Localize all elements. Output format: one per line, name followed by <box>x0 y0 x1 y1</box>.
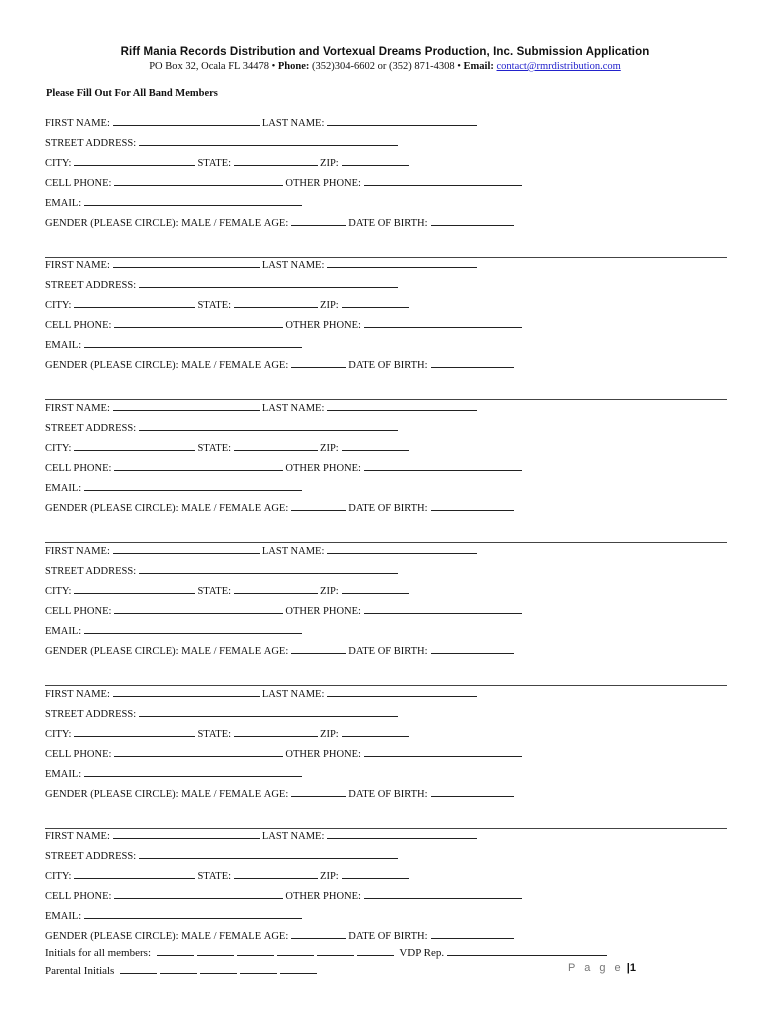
street-row <box>45 562 400 578</box>
date-of-birth-field[interactable] <box>431 642 514 654</box>
date-of-birth-label: DATE OF BIRTH: <box>348 360 428 371</box>
street-row <box>45 705 400 721</box>
phone-label: Phone: <box>277 61 310 72</box>
first-name-field[interactable] <box>113 114 260 126</box>
city-field[interactable] <box>74 439 195 451</box>
date-of-birth-label: DATE OF BIRTH: <box>348 503 428 514</box>
street-address-label: STREET ADDRESS: <box>45 566 137 577</box>
email-label: EMAIL: <box>45 911 82 922</box>
last-name-field[interactable] <box>327 542 477 554</box>
email-field[interactable] <box>84 336 302 348</box>
street-address-label: STREET ADDRESS: <box>45 138 137 149</box>
state-label: STATE: <box>197 158 232 169</box>
age-label: AGE: <box>263 360 289 371</box>
city-row <box>45 439 411 455</box>
band-member-block <box>45 114 727 257</box>
parental-initials-field[interactable] <box>200 962 237 974</box>
band-member-block <box>45 685 727 828</box>
email-field[interactable] <box>84 907 302 919</box>
band-member-block <box>45 256 727 399</box>
last-name-label: LAST NAME: <box>261 546 325 557</box>
first-name-field[interactable] <box>113 685 260 697</box>
gender-label: GENDER (PLEASE CIRCLE): MALE / FEMALE <box>45 360 262 371</box>
state-field[interactable] <box>234 582 318 594</box>
phone-row <box>45 745 524 761</box>
email-label: Email: <box>463 61 494 72</box>
page-number-value: 1 <box>629 962 636 974</box>
zip-field[interactable] <box>342 582 409 594</box>
last-name-label: LAST NAME: <box>261 403 325 414</box>
page-separator: | <box>626 962 630 974</box>
first-name-label: FIRST NAME: <box>45 403 110 414</box>
city-field[interactable] <box>74 582 195 594</box>
email-field[interactable] <box>84 479 302 491</box>
page-word: P a g e <box>568 962 624 974</box>
vdp-rep-field[interactable] <box>447 944 607 956</box>
other-phone-label: OTHER PHONE: <box>285 463 361 474</box>
zip-field[interactable] <box>342 725 409 737</box>
cell-phone-field[interactable] <box>114 459 283 471</box>
other-phone-field[interactable] <box>364 887 522 899</box>
city-row <box>45 154 411 170</box>
state-field[interactable] <box>234 154 318 166</box>
date-of-birth-field[interactable] <box>431 214 514 226</box>
phone-row <box>45 887 524 903</box>
city-label: CITY: <box>45 443 72 454</box>
cell-phone-field[interactable] <box>114 602 283 614</box>
state-field[interactable] <box>234 725 318 737</box>
email-row <box>45 907 304 923</box>
other-phone-label: OTHER PHONE: <box>285 606 361 617</box>
city-label: CITY: <box>45 158 72 169</box>
initials-field[interactable] <box>277 944 314 956</box>
street-address-label: STREET ADDRESS: <box>45 851 137 862</box>
parental-initials-field[interactable] <box>280 962 317 974</box>
first-name-label: FIRST NAME: <box>45 546 110 557</box>
gender-row <box>45 785 516 801</box>
city-field[interactable] <box>74 296 195 308</box>
state-label: STATE: <box>197 586 232 597</box>
phone-row <box>45 174 524 190</box>
date-of-birth-field[interactable] <box>431 785 514 797</box>
date-of-birth-field[interactable] <box>431 927 514 939</box>
city-label: CITY: <box>45 871 72 882</box>
city-label: CITY: <box>45 586 72 597</box>
age-field[interactable] <box>291 499 346 511</box>
initials-field[interactable] <box>357 944 394 956</box>
city-row <box>45 582 411 598</box>
first-name-field[interactable] <box>113 542 260 554</box>
email-link[interactable]: contact@rmrdistribution.com <box>496 61 621 72</box>
other-phone-label: OTHER PHONE: <box>285 749 361 760</box>
first-name-label: FIRST NAME: <box>45 831 110 842</box>
last-name-field[interactable] <box>327 827 477 839</box>
street-address-field[interactable] <box>139 276 398 288</box>
email-row <box>45 765 304 781</box>
date-of-birth-field[interactable] <box>431 499 514 511</box>
zip-label: ZIP: <box>320 586 339 597</box>
name-row <box>45 685 479 701</box>
phone-row <box>45 602 524 618</box>
mailing-address: PO Box 32, Ocala FL 34478 • <box>149 61 276 72</box>
cell-phone-field[interactable] <box>114 887 283 899</box>
vdp-rep-label: VDP Rep. <box>399 947 445 959</box>
parental-initials-row <box>45 962 320 979</box>
zip-field[interactable] <box>342 867 409 879</box>
last-name-field[interactable] <box>327 685 477 697</box>
cell-phone-field[interactable] <box>114 174 283 186</box>
date-of-birth-label: DATE OF BIRTH: <box>348 931 428 942</box>
email-field[interactable] <box>84 622 302 634</box>
date-of-birth-label: DATE OF BIRTH: <box>348 218 428 229</box>
other-phone-field[interactable] <box>364 174 522 186</box>
street-address-label: STREET ADDRESS: <box>45 280 137 291</box>
first-name-label: FIRST NAME: <box>45 118 110 129</box>
zip-label: ZIP: <box>320 443 339 454</box>
parental-initials-field[interactable] <box>160 962 197 974</box>
age-label: AGE: <box>263 218 289 229</box>
initials-field[interactable] <box>197 944 234 956</box>
street-address-label: STREET ADDRESS: <box>45 709 137 720</box>
other-phone-field[interactable] <box>364 602 522 614</box>
cell-phone-label: CELL PHONE: <box>45 749 112 760</box>
name-row <box>45 114 479 130</box>
state-field[interactable] <box>234 439 318 451</box>
age-label: AGE: <box>263 789 289 800</box>
street-address-field[interactable] <box>139 419 398 431</box>
name-row <box>45 399 479 415</box>
last-name-field[interactable] <box>327 114 477 126</box>
parental-initials-field[interactable] <box>120 962 157 974</box>
phone-numbers: (352)304-6602 or (352) 871-4308 • <box>312 61 461 72</box>
other-phone-field[interactable] <box>364 316 522 328</box>
initials-row <box>45 944 610 961</box>
name-row <box>45 256 479 272</box>
age-field[interactable] <box>291 642 346 654</box>
name-row <box>45 542 479 558</box>
gender-label: GENDER (PLEASE CIRCLE): MALE / FEMALE <box>45 646 262 657</box>
age-label: AGE: <box>263 931 289 942</box>
other-phone-label: OTHER PHONE: <box>285 178 361 189</box>
gender-row <box>45 356 516 372</box>
initials-field[interactable] <box>237 944 274 956</box>
initials-label: Initials for all members: <box>45 947 151 959</box>
street-address-field[interactable] <box>139 562 398 574</box>
email-label: EMAIL: <box>45 626 82 637</box>
gender-row <box>45 642 516 658</box>
email-row <box>45 622 304 638</box>
email-label: EMAIL: <box>45 769 82 780</box>
parental-initials-field[interactable] <box>240 962 277 974</box>
initials-field[interactable] <box>317 944 354 956</box>
street-address-field[interactable] <box>139 705 398 717</box>
document-title: Riff Mania Records Distribution and Vortexual Dreams Production, Inc. Submission Application <box>120 46 650 58</box>
age-field[interactable] <box>291 356 346 368</box>
street-row <box>45 134 400 150</box>
street-address-field[interactable] <box>139 847 398 859</box>
date-of-birth-label: DATE OF BIRTH: <box>348 646 428 657</box>
cell-phone-field[interactable] <box>114 316 283 328</box>
last-name-field[interactable] <box>327 256 477 268</box>
band-member-block <box>45 399 727 542</box>
contact-line <box>0 61 770 72</box>
gender-label: GENDER (PLEASE CIRCLE): MALE / FEMALE <box>45 503 262 514</box>
gender-label: GENDER (PLEASE CIRCLE): MALE / FEMALE <box>45 789 262 800</box>
first-name-label: FIRST NAME: <box>45 260 110 271</box>
street-row <box>45 419 400 435</box>
email-row <box>45 479 304 495</box>
parental-initials-label: Parental Initials <box>45 965 115 977</box>
gender-row <box>45 214 516 230</box>
city-field[interactable] <box>74 725 195 737</box>
street-row <box>45 276 400 292</box>
email-field[interactable] <box>84 194 302 206</box>
age-label: AGE: <box>263 646 289 657</box>
last-name-field[interactable] <box>327 399 477 411</box>
zip-label: ZIP: <box>320 158 339 169</box>
state-label: STATE: <box>197 300 232 311</box>
last-name-label: LAST NAME: <box>261 689 325 700</box>
zip-label: ZIP: <box>320 300 339 311</box>
cell-phone-label: CELL PHONE: <box>45 606 112 617</box>
phone-row <box>45 459 524 475</box>
city-row <box>45 725 411 741</box>
email-label: EMAIL: <box>45 198 82 209</box>
cell-phone-field[interactable] <box>114 745 283 757</box>
city-label: CITY: <box>45 300 72 311</box>
last-name-label: LAST NAME: <box>261 831 325 842</box>
date-of-birth-field[interactable] <box>431 356 514 368</box>
email-row <box>45 336 304 352</box>
other-phone-field[interactable] <box>364 459 522 471</box>
city-field[interactable] <box>74 867 195 879</box>
initials-field[interactable] <box>157 944 194 956</box>
gender-row <box>45 927 516 943</box>
state-field[interactable] <box>234 867 318 879</box>
name-row <box>45 827 479 843</box>
other-phone-label: OTHER PHONE: <box>285 891 361 902</box>
zip-label: ZIP: <box>320 729 339 740</box>
cell-phone-label: CELL PHONE: <box>45 463 112 474</box>
first-name-field[interactable] <box>113 256 260 268</box>
other-phone-field[interactable] <box>364 745 522 757</box>
state-field[interactable] <box>234 296 318 308</box>
gender-row <box>45 499 516 515</box>
first-name-field[interactable] <box>113 827 260 839</box>
cell-phone-label: CELL PHONE: <box>45 178 112 189</box>
state-label: STATE: <box>197 871 232 882</box>
other-phone-label: OTHER PHONE: <box>285 320 361 331</box>
zip-label: ZIP: <box>320 871 339 882</box>
state-label: STATE: <box>197 729 232 740</box>
city-row <box>45 867 411 883</box>
zip-field[interactable] <box>342 296 409 308</box>
age-field[interactable] <box>291 214 346 226</box>
email-row <box>45 194 304 210</box>
page-number <box>568 962 636 974</box>
phone-row <box>45 316 524 332</box>
age-field[interactable] <box>291 785 346 797</box>
street-address-label: STREET ADDRESS: <box>45 423 137 434</box>
first-name-field[interactable] <box>113 399 260 411</box>
age-field[interactable] <box>291 927 346 939</box>
city-field[interactable] <box>74 154 195 166</box>
age-label: AGE: <box>263 503 289 514</box>
email-field[interactable] <box>84 765 302 777</box>
email-label: EMAIL: <box>45 483 82 494</box>
band-member-block <box>45 542 727 685</box>
cell-phone-label: CELL PHONE: <box>45 891 112 902</box>
first-name-label: FIRST NAME: <box>45 689 110 700</box>
form-instructions: Please Fill Out For All Band Members <box>46 88 218 99</box>
street-address-field[interactable] <box>139 134 398 146</box>
gender-label: GENDER (PLEASE CIRCLE): MALE / FEMALE <box>45 218 262 229</box>
date-of-birth-label: DATE OF BIRTH: <box>348 789 428 800</box>
zip-field[interactable] <box>342 439 409 451</box>
zip-field[interactable] <box>342 154 409 166</box>
gender-label: GENDER (PLEASE CIRCLE): MALE / FEMALE <box>45 931 262 942</box>
last-name-label: LAST NAME: <box>261 118 325 129</box>
cell-phone-label: CELL PHONE: <box>45 320 112 331</box>
city-row <box>45 296 411 312</box>
last-name-label: LAST NAME: <box>261 260 325 271</box>
street-row <box>45 847 400 863</box>
city-label: CITY: <box>45 729 72 740</box>
email-label: EMAIL: <box>45 340 82 351</box>
state-label: STATE: <box>197 443 232 454</box>
